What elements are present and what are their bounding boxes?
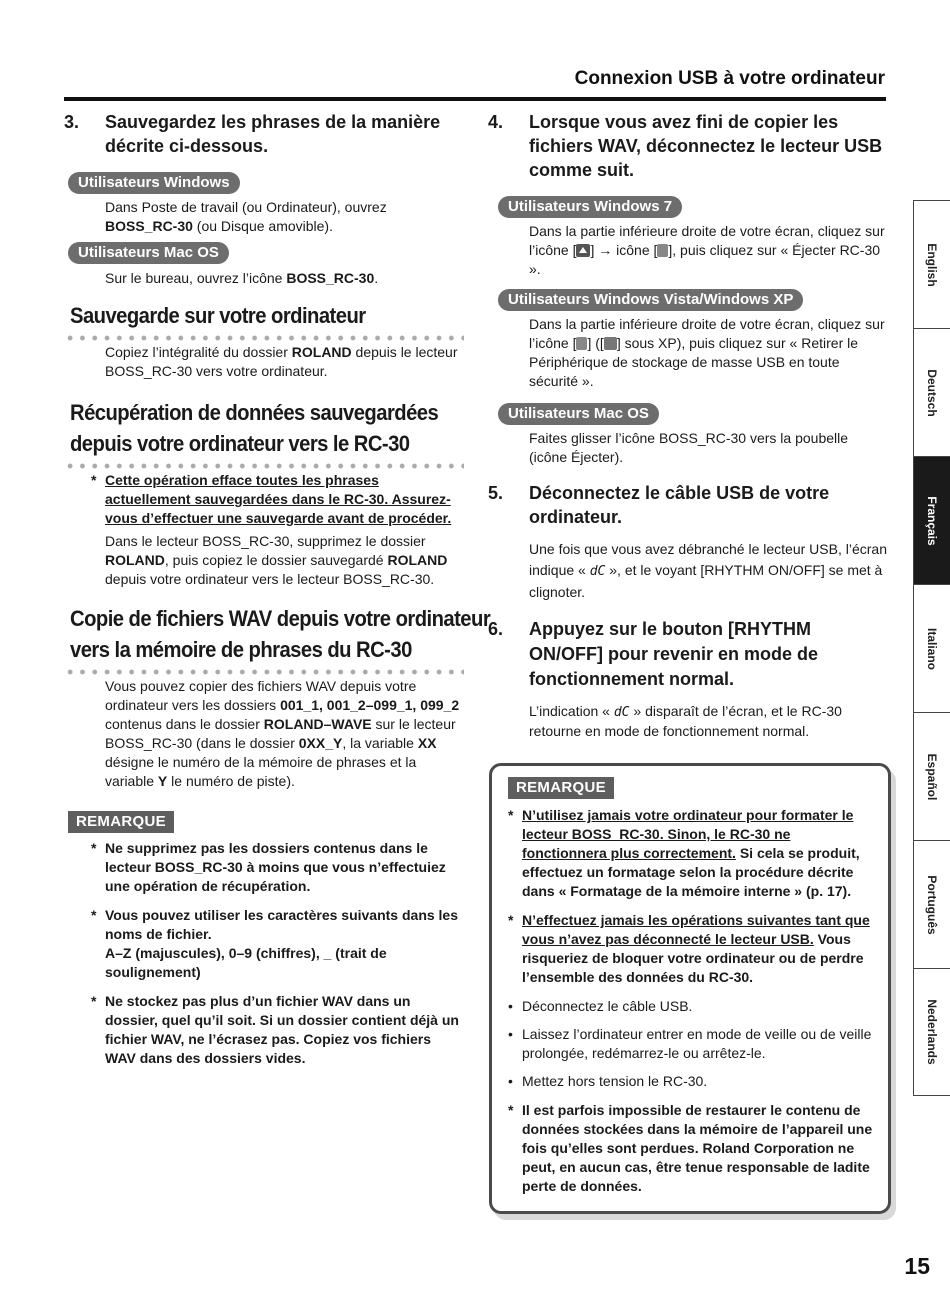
mac-eject-instructions: Faites glisser l’icône BOSS_RC-30 vers la poubelle (icône Éjecter). xyxy=(529,430,849,465)
tab-francais[interactable]: Français xyxy=(913,456,950,584)
restore-warning: * Cette opération efface toutes les phrases actuellement sauvegardées dans le RC-30. Assurez-vous d’effectuer une sauvegarde avant de procéder. xyxy=(91,472,452,526)
tab-espanol[interactable]: Español xyxy=(913,712,950,840)
step-number: 3. xyxy=(64,112,80,132)
mac-users-pill: Utilisateurs Mac OS xyxy=(68,242,229,264)
vista-xp-users-pill: Utilisateurs Windows Vista/Windows XP xyxy=(498,289,803,311)
mac-instructions: Sur le bureau, ouvrez l’icône BOSS_RC-30. xyxy=(105,270,379,286)
right-column xyxy=(488,110,888,741)
windows-users-pill: Utilisateurs Windows xyxy=(68,172,240,194)
box-note: * N’effectuez jamais les opérations suivantes tant que vous n’avez pas déconnecté le lecteur USB. Vous risqueriez de bloquer votre ordinateur ou de perdre l’ensemble des données du RC-30. xyxy=(508,912,870,985)
lcd-indicator: dC xyxy=(613,704,630,720)
bullet-item: • Laissez l’ordinateur entrer en mode de veille ou de veille prolongée, redémarrez-le ou arrêtez-le. xyxy=(508,1026,872,1061)
note-item: * Ne stockez pas plus d’un fichier WAV dans un dossier, quel qu’il soit. Si un dossier contient déjà un fichier WAV, ne l’écrasez pas. Copiez vos fichiers WAV dans des dossiers vides. xyxy=(91,993,459,1066)
step-text: Déconnectez le câble USB de votre ordinateur. xyxy=(529,483,830,527)
windows-instructions: Dans Poste de travail (ou Ordinateur), ouvrez BOSS_RC-30 (ou Disque amovible). xyxy=(105,199,387,234)
tab-nederlands[interactable]: Nederlands xyxy=(913,968,950,1096)
step-3 xyxy=(64,110,464,158)
bullet-item: • Mettez hors tension le RC-30. xyxy=(508,1073,708,1089)
note-item: * Ne supprimez pas les dossiers contenus dans le lecteur BOSS_RC-30 à moins que vous n’effectuiez une opération de récupération. xyxy=(91,840,446,894)
step-text: Sauvegardez les phrases de la manière décrite ci-dessous. xyxy=(105,112,441,156)
restore-text: Dans le lecteur BOSS_RC-30, supprimez le dossier ROLAND, puis copiez le dossier sauvegardé ROLAND depuis votre ordinateur vers le lecteur BOSS_RC-30. xyxy=(105,533,448,587)
usb-device-icon xyxy=(657,244,668,257)
backup-text: Copiez l’intégralité du dossier ROLAND depuis le lecteur BOSS_RC-30 vers votre ordinateur. xyxy=(105,344,458,379)
step-text: Lorsque vous avez fini de copier les fichiers WAV, déconnectez le lecteur USB comme suit. xyxy=(529,112,883,180)
step-number: 6. xyxy=(488,618,504,639)
section-title-restore: Récupération de données sauvegardées depuis votre ordinateur vers le RC-30 xyxy=(70,400,439,456)
step-4 xyxy=(488,110,888,182)
page-header-title: Connexion USB à votre ordinateur xyxy=(574,68,885,89)
note-item: * Vous pouvez utiliser les caractères suivants dans les noms de fichier. A–Z (majuscules), 0–9 (chiffres), _ (trait de soulignement) xyxy=(91,907,459,980)
step-5 xyxy=(488,481,888,529)
lcd-indicator: dC xyxy=(589,563,606,579)
remarque-label: REMARQUE xyxy=(68,811,174,833)
bullet-item: • Déconnectez le câble USB. xyxy=(508,998,693,1014)
remarque-label: REMARQUE xyxy=(508,777,614,799)
tab-portugues[interactable]: Português xyxy=(913,840,950,968)
section-title-wav-copy: Copie de fichiers WAV depuis votre ordinateur vers la mémoire de phrases du RC-30 xyxy=(70,606,491,662)
usb-device-icon xyxy=(576,337,587,350)
wav-copy-text: Vous pouvez copier des fichiers WAV depuis votre ordinateur vers les dossiers 001_1, 001_2–099_1, 099_2 contenus dans le dossier ROLAND–WAVE sur le lecteur BOSS_RC-30 (dans le dossier 0XX_Y, la variable XX désigne le numéro de la mémoire de phrases et la variable Y le numéro de piste). xyxy=(105,678,460,789)
dotted-divider xyxy=(64,669,464,675)
box-note: * Il est parfois impossible de restaurer le contenu de données stockées dans la mémoire de l’appareil une fois qu’elles sont perdues. Roland Corporation ne peut, en aucun cas, être tenue responsable de ladite perte de données. xyxy=(508,1102,873,1194)
mac-users-pill: Utilisateurs Mac OS xyxy=(498,403,659,425)
usb-xp-icon xyxy=(604,337,617,350)
step-number: 5. xyxy=(488,483,504,503)
vista-xp-instructions: Dans la partie inférieure droite de votre écran, cliquez sur l’icône [ ] ([ ] sous XP), puis cliquez sur « Retirer le Périphérique de stockage de masse USB en toute sécurité ». xyxy=(529,316,885,389)
step-text: Appuyez sur le bouton [RHYTHM ON/OFF] pour revenir en mode de fonctionnement normal. xyxy=(529,618,819,689)
section-title-backup: Sauvegarde sur votre ordinateur xyxy=(70,303,366,328)
step-number: 4. xyxy=(488,112,504,132)
header-rule xyxy=(64,97,886,101)
page-number: 15 xyxy=(904,1253,930,1279)
left-column xyxy=(64,110,491,1068)
tab-english[interactable]: English xyxy=(913,200,950,328)
language-tabs xyxy=(913,200,950,1096)
remarque-left xyxy=(68,811,464,833)
windows7-instructions: Dans la partie inférieure droite de votre écran, cliquez sur l’icône [ ] → icône [ ], puis cliquez sur « Éjecter RC-30 ». xyxy=(529,223,885,277)
tab-italiano[interactable]: Italiano xyxy=(913,584,950,712)
dotted-divider xyxy=(64,463,464,469)
box-note: * N’utilisez jamais votre ordinateur pour formater le lecteur BOSS_RC-30. Sinon, le RC-30 ne fonctionnera plus correctement. Si cela se produit, effectuez un formatage selon la procédure décrite dans « Formatage de la mémoire interne » (p. 17). xyxy=(508,807,860,899)
dotted-divider xyxy=(64,335,464,341)
step-5-text: Une fois que vous avez débranché le lecteur USB, l’écran indique « dC », et le voyant [RHYTHM ON/OFF] se met à clignoter. xyxy=(529,541,887,600)
tab-deutsch[interactable]: Deutsch xyxy=(913,328,950,456)
step-6-text: L’indication « dC » disparaît de l’écran, et le RC-30 retourne en mode de fonctionnement normal. xyxy=(529,702,842,739)
remarque-box xyxy=(489,763,891,1214)
show-hidden-icons-icon xyxy=(576,244,590,257)
step-6 xyxy=(488,617,888,692)
windows7-users-pill: Utilisateurs Windows 7 xyxy=(498,196,682,218)
